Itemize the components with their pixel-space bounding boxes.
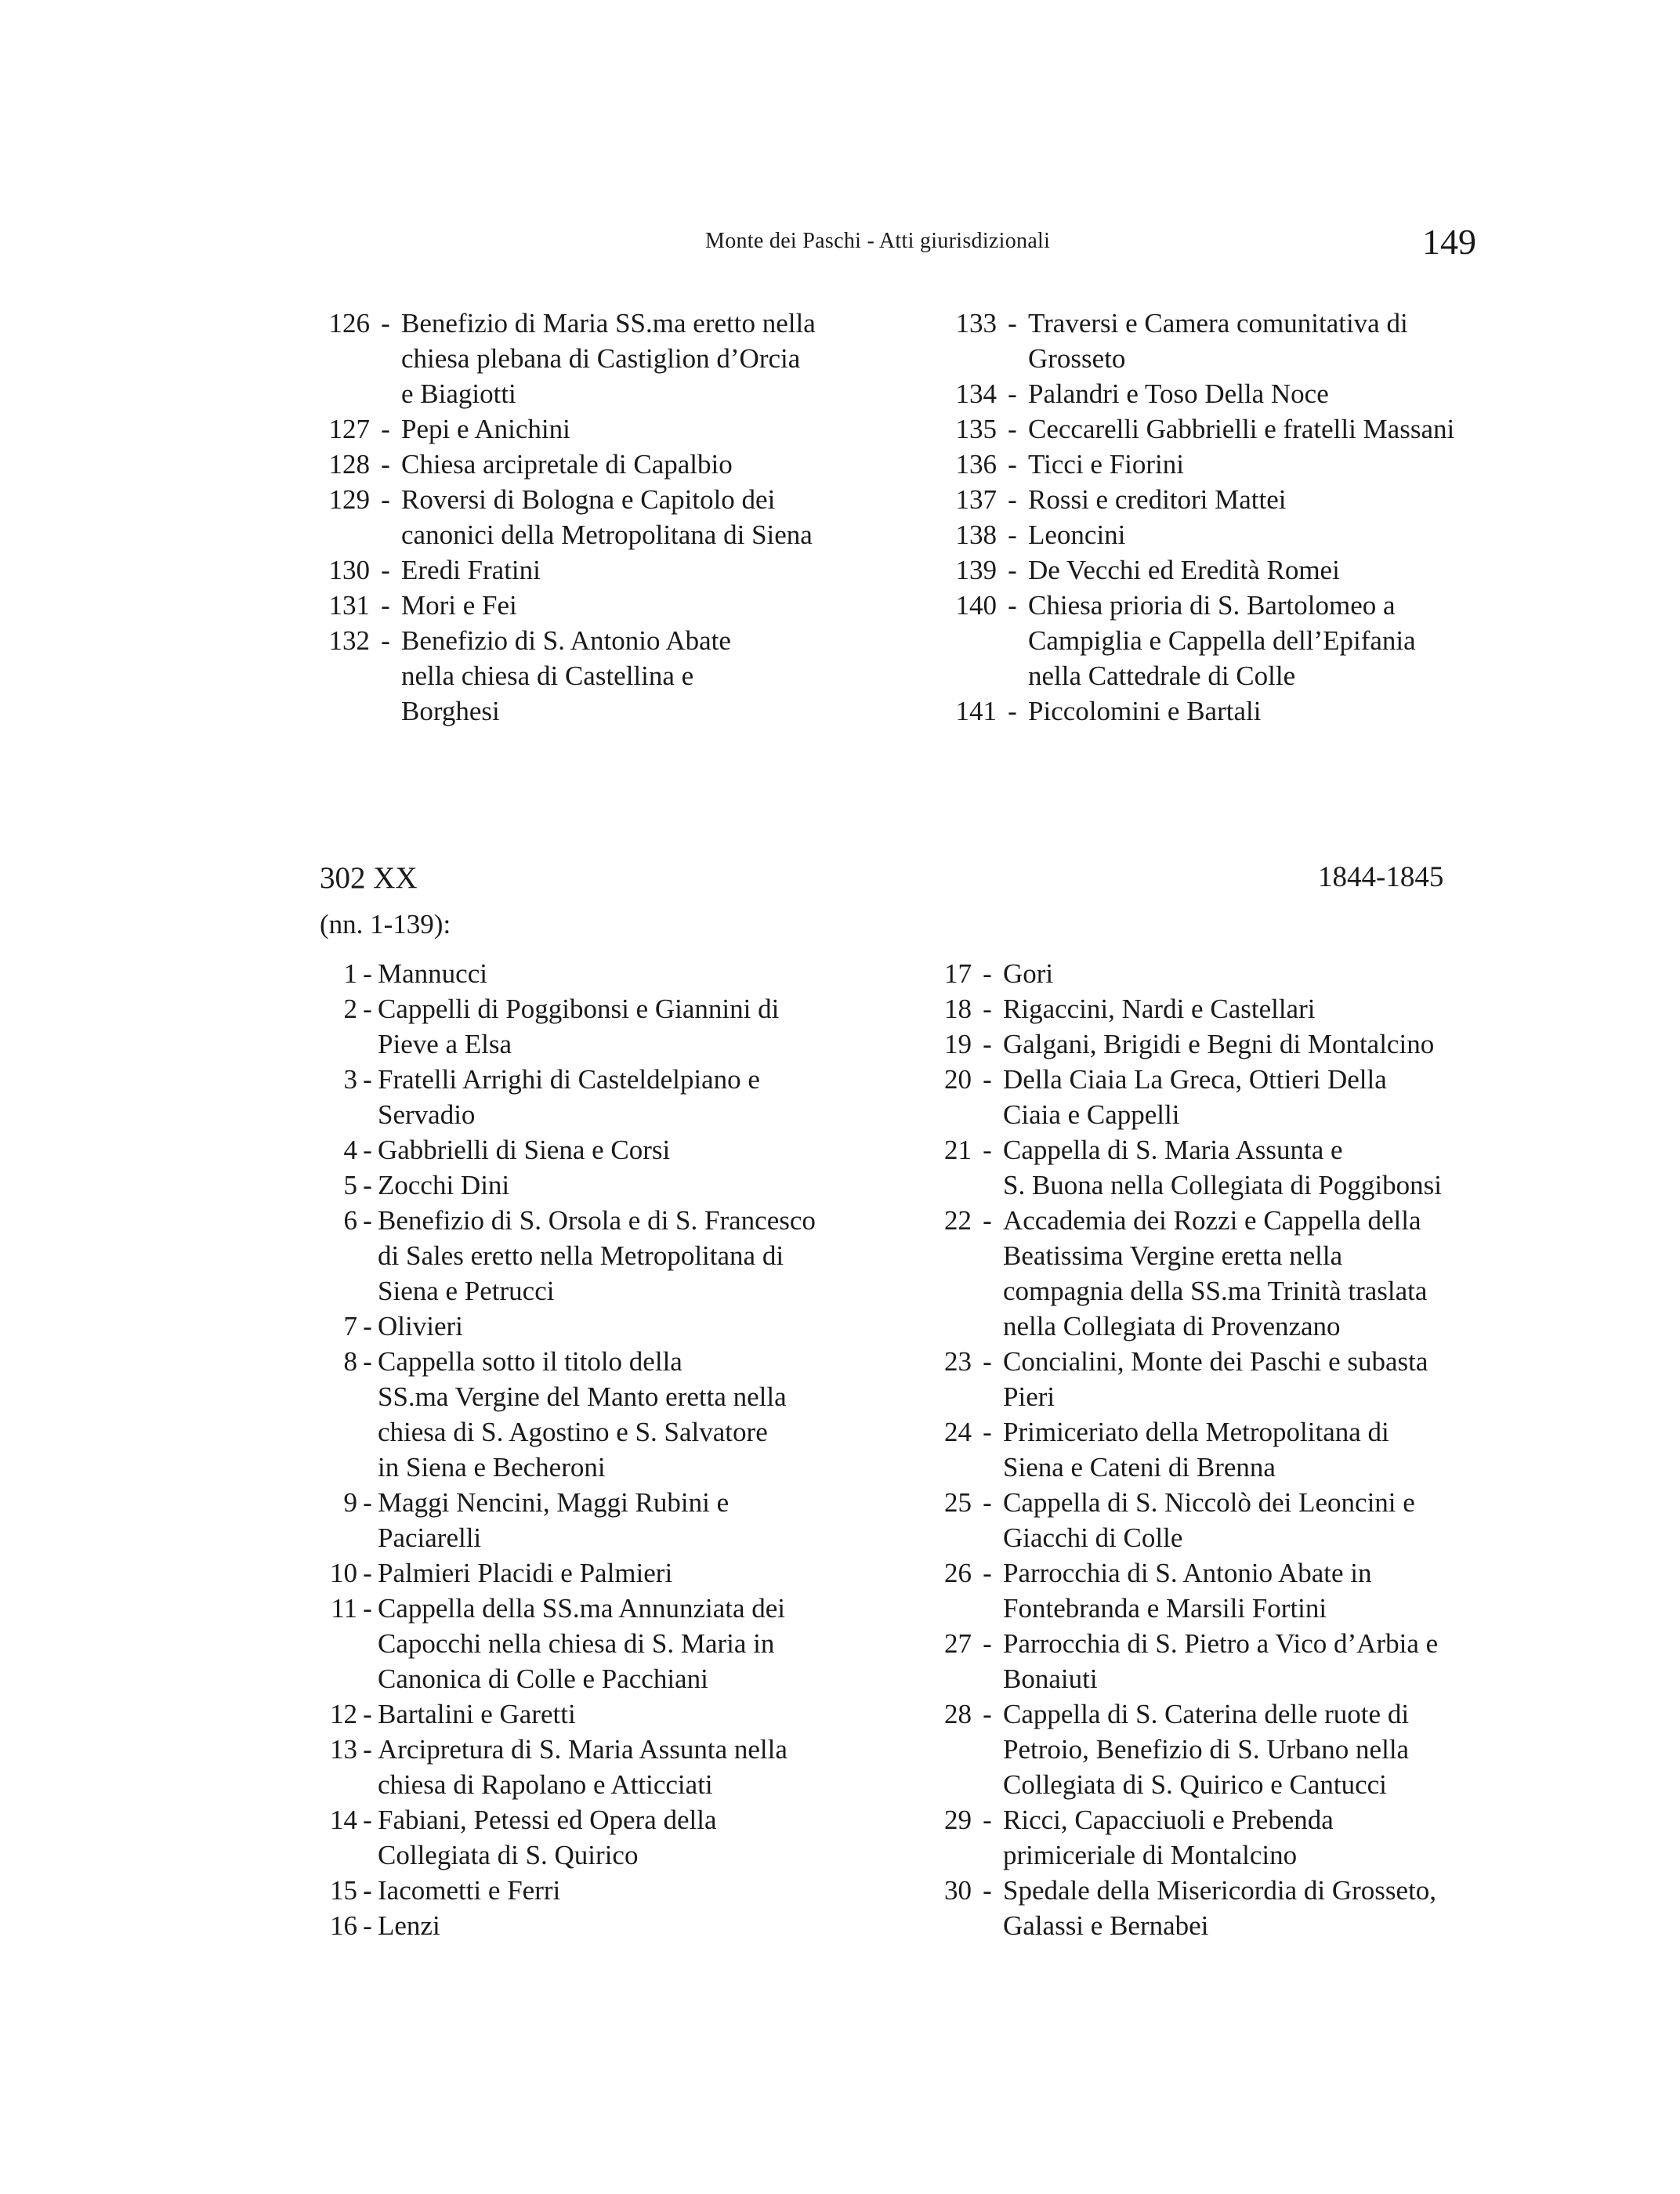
unit-range: (nn. 1-139): — [320, 909, 451, 940]
entry-separator: - — [983, 1628, 992, 1659]
entry-number: 29 — [944, 1805, 972, 1835]
entry-separator: - — [983, 1875, 992, 1906]
entry-line: Accademia dei Rozzi e Cappella della — [1003, 1205, 1421, 1236]
entry-text — [1003, 1696, 1520, 1802]
entry-line: Borghesi — [401, 696, 500, 726]
entry-text — [1028, 588, 1520, 693]
entry-text — [1003, 1802, 1520, 1873]
entry-number: 1 — [343, 958, 357, 989]
entry-line: Fontebranda e Marsili Fortini — [1003, 1593, 1327, 1624]
entry-separator: - — [983, 994, 992, 1024]
entry-number: 131 — [328, 590, 370, 621]
entry-text — [1003, 956, 1520, 991]
entry-line: Cappella della SS.ma Annunziata dei — [378, 1593, 786, 1624]
entry-separator: - — [381, 308, 390, 339]
running-title: Monte dei Paschi - Atti giurisdizionali — [705, 229, 1051, 253]
entry-line: Concialini, Monte dei Paschi e subasta — [1003, 1346, 1428, 1377]
entry-line: Cappella di S. Caterina delle ruote di — [1003, 1699, 1410, 1729]
entry-number: 128 — [328, 449, 370, 480]
entry-number: 141 — [955, 696, 997, 726]
entry-separator: - — [363, 1487, 372, 1518]
list-item — [321, 1062, 885, 1132]
entry-number: 15 — [330, 1875, 357, 1906]
list-item — [321, 1344, 885, 1485]
entry-text — [378, 1062, 885, 1132]
list-item — [940, 1203, 1520, 1344]
list-item — [313, 588, 878, 623]
entry-text — [1003, 1062, 1520, 1132]
entry-number: 5 — [343, 1170, 357, 1200]
entry-separator: - — [1008, 520, 1017, 550]
entry-number: 127 — [328, 414, 370, 444]
list-item — [940, 588, 1520, 693]
list-item — [321, 1591, 885, 1696]
entry-line: Campiglia e Cappella dell’Epifania — [1028, 625, 1416, 656]
entry-line: Parrocchia di S. Pietro a Vico d’Arbia e — [1003, 1628, 1439, 1659]
entry-separator: - — [1008, 449, 1017, 480]
entry-line: Beatissima Vergine eretta nella — [1003, 1240, 1343, 1271]
entry-line: Siena e Cateni di Brenna — [1003, 1452, 1276, 1483]
entry-number: 126 — [328, 308, 370, 339]
list-item — [940, 693, 1520, 729]
entry-line: Benefizio di Maria SS.ma eretto nella — [401, 308, 816, 339]
entry-line: Gabbrielli di Siena e Corsi — [378, 1135, 671, 1165]
list-item — [313, 447, 878, 482]
entry-number: 12 — [330, 1699, 357, 1729]
list-item — [940, 1626, 1520, 1696]
unit-dates: 1844-1845 — [1318, 861, 1444, 893]
entry-text — [1003, 1626, 1520, 1696]
entry-text — [1028, 447, 1520, 482]
entry-separator: - — [381, 414, 390, 444]
entry-separator: - — [363, 1593, 372, 1624]
entry-line: Canonica di Colle e Pacchiani — [378, 1664, 708, 1694]
entry-line: SS.ma Vergine del Manto eretta nella — [378, 1381, 787, 1412]
entry-number: 10 — [330, 1558, 357, 1588]
list-item — [321, 1696, 885, 1732]
entry-separator: - — [363, 1910, 372, 1941]
entry-separator: - — [363, 958, 372, 989]
entry-text — [378, 1555, 885, 1591]
entry-separator: - — [983, 958, 992, 989]
entry-line: Ciaia e Cappelli — [1003, 1099, 1180, 1130]
entry-line: Cappella sotto il titolo della — [378, 1346, 682, 1377]
entry-line: in Siena e Becheroni — [378, 1452, 606, 1483]
page-number: 149 — [1422, 222, 1476, 262]
entry-text — [1028, 306, 1520, 376]
entry-line: Palandri e Toso Della Noce — [1028, 378, 1329, 409]
entry-number: 7 — [343, 1311, 357, 1341]
entry-line: Bonaiuti — [1003, 1664, 1098, 1694]
entry-text — [1003, 1414, 1520, 1485]
entry-number: 26 — [944, 1558, 972, 1588]
entry-number: 138 — [955, 520, 997, 550]
list-item — [940, 1802, 1520, 1873]
entry-separator: - — [1008, 484, 1017, 515]
entry-line: Eredi Fratini — [401, 555, 541, 585]
entry-line: Fratelli Arrighi di Casteldelpiano e — [378, 1064, 760, 1095]
entry-line: canonici della Metropolitana di Siena — [401, 520, 813, 550]
entry-text — [1003, 1555, 1520, 1626]
list-item — [321, 1168, 885, 1203]
entry-number: 8 — [343, 1346, 357, 1377]
list-item — [321, 956, 885, 991]
entry-separator: - — [363, 1064, 372, 1095]
entry-line: Primiceriato della Metropolitana di — [1003, 1417, 1389, 1447]
entry-number: 137 — [955, 484, 997, 515]
entry-separator: - — [363, 1734, 372, 1765]
entry-text — [1003, 1485, 1520, 1555]
entry-number: 6 — [343, 1205, 357, 1236]
entry-line: Mori e Fei — [401, 590, 517, 621]
bottom-left-column — [321, 956, 885, 1943]
entry-line: Zocchi Dini — [378, 1170, 510, 1200]
list-item — [321, 1555, 885, 1591]
entry-text — [401, 447, 878, 482]
entry-text — [1003, 1344, 1520, 1414]
list-item — [321, 1802, 885, 1873]
entry-line: di Sales eretto nella Metropolitana di — [378, 1240, 784, 1271]
entry-text — [378, 1203, 885, 1309]
entry-line: Servadio — [378, 1099, 476, 1130]
entry-line: Collegiata di S. Quirico — [378, 1840, 639, 1870]
entry-separator: - — [983, 1064, 992, 1095]
entry-separator: - — [983, 1346, 992, 1377]
entry-number: 133 — [955, 308, 997, 339]
entry-number: 136 — [955, 449, 997, 480]
entry-separator: - — [983, 1487, 992, 1518]
list-item — [940, 482, 1520, 517]
entry-separator: - — [363, 1135, 372, 1165]
entry-line: Rossi e creditori Mattei — [1028, 484, 1287, 515]
list-item — [940, 1414, 1520, 1485]
list-item — [313, 482, 878, 552]
list-item — [940, 306, 1520, 376]
entry-number: 21 — [944, 1135, 972, 1165]
entry-number: 25 — [944, 1487, 972, 1518]
entry-line: Roversi di Bologna e Capitolo dei — [401, 484, 776, 515]
entry-line: Galgani, Brigidi e Begni di Montalcino — [1003, 1029, 1435, 1059]
entry-number: 140 — [955, 590, 997, 621]
entry-text — [378, 991, 885, 1062]
entry-line: Cappella di S. Maria Assunta e — [1003, 1135, 1343, 1165]
entry-separator: - — [381, 484, 390, 515]
entry-line: Iacometti e Ferri — [378, 1875, 561, 1906]
top-left-column — [313, 306, 878, 729]
entry-number: 130 — [328, 555, 370, 585]
entry-number: 13 — [330, 1734, 357, 1765]
entry-separator: - — [983, 1135, 992, 1165]
entry-line: Pepi e Anichini — [401, 414, 570, 444]
entry-number: 18 — [944, 994, 972, 1024]
list-item — [321, 1873, 885, 1908]
entry-separator: - — [1008, 696, 1017, 726]
entry-text — [1003, 1132, 1520, 1203]
entry-line: Chiesa arcipretale di Capalbio — [401, 449, 733, 480]
entry-separator: - — [983, 1699, 992, 1729]
entry-line: Benefizio di S. Antonio Abate — [401, 625, 731, 656]
entry-line: Olivieri — [378, 1311, 463, 1341]
entry-number: 139 — [955, 555, 997, 585]
entry-separator: - — [363, 1205, 372, 1236]
entry-separator: - — [1008, 414, 1017, 444]
entry-separator: - — [381, 449, 390, 480]
entry-number: 3 — [343, 1064, 357, 1095]
entry-line: Grosseto — [1028, 343, 1126, 374]
entry-text — [378, 1732, 885, 1802]
entry-line: chiesa plebana di Castiglion d’Orcia — [401, 343, 801, 374]
entry-line: Ceccarelli Gabbrielli e fratelli Massani — [1028, 414, 1455, 444]
entry-line: Leoncini — [1028, 520, 1126, 550]
list-item — [321, 1485, 885, 1555]
entry-separator: - — [381, 555, 390, 585]
list-item — [940, 1344, 1520, 1414]
entry-line: nella Cattedrale di Colle — [1028, 661, 1296, 691]
entry-text — [1028, 693, 1520, 729]
entry-text — [378, 1873, 885, 1908]
entry-line: Lenzi — [378, 1910, 440, 1941]
entry-line: nella Collegiata di Provenzano — [1003, 1311, 1341, 1341]
entry-number: 17 — [944, 958, 972, 989]
entry-line: chiesa di S. Agostino e S. Salvatore — [378, 1417, 768, 1447]
entry-line: Paciarelli — [378, 1522, 482, 1553]
entry-line: Bartalini e Garetti — [378, 1699, 576, 1729]
entry-text — [1003, 991, 1520, 1026]
entry-text — [401, 552, 878, 588]
entry-number: 16 — [330, 1910, 357, 1941]
entry-number: 24 — [944, 1417, 972, 1447]
list-item — [940, 411, 1520, 447]
entry-number: 30 — [944, 1875, 972, 1906]
entry-line: Siena e Petrucci — [378, 1276, 555, 1306]
entry-number: 22 — [944, 1205, 972, 1236]
entry-line: Maggi Nencini, Maggi Rubini e — [378, 1487, 730, 1518]
entry-separator: - — [363, 1805, 372, 1835]
entry-line: Pieve a Elsa — [378, 1029, 512, 1059]
entry-number: 28 — [944, 1699, 972, 1729]
entry-text — [1028, 482, 1520, 517]
list-item — [940, 956, 1520, 991]
list-item — [940, 1062, 1520, 1132]
list-item — [313, 411, 878, 447]
unit-title: 302 XX — [320, 861, 418, 895]
entry-line: Arcipretura di S. Maria Assunta nella — [378, 1734, 788, 1765]
list-item — [321, 1908, 885, 1943]
entry-line: Ticci e Fiorini — [1028, 449, 1184, 480]
list-item — [940, 1873, 1520, 1943]
list-item — [940, 991, 1520, 1026]
entry-line: compagnia della SS.ma Trinità traslata — [1003, 1276, 1428, 1306]
list-item — [940, 376, 1520, 411]
entry-text — [378, 1485, 885, 1555]
entry-line: Cappelli di Poggibonsi e Giannini di — [378, 994, 780, 1024]
entry-text — [401, 623, 878, 729]
list-item — [940, 1485, 1520, 1555]
entry-separator: - — [1008, 590, 1017, 621]
list-item — [940, 552, 1520, 588]
entry-number: 14 — [330, 1805, 357, 1835]
entry-line: Parrocchia di S. Antonio Abate in — [1003, 1558, 1372, 1588]
entry-separator: - — [983, 1805, 992, 1835]
list-item — [940, 517, 1520, 552]
list-item — [321, 991, 885, 1062]
entry-line: nella chiesa di Castellina e — [401, 661, 694, 691]
entry-separator: - — [363, 1311, 372, 1341]
entry-separator: - — [983, 1205, 992, 1236]
entry-line: De Vecchi ed Eredità Romei — [1028, 555, 1340, 585]
entry-number: 11 — [331, 1593, 357, 1624]
list-item — [940, 1696, 1520, 1802]
entry-line: Traversi e Camera comunitativa di — [1028, 308, 1408, 339]
entry-separator: - — [983, 1417, 992, 1447]
entry-line: Petroio, Benefizio di S. Urbano nella — [1003, 1734, 1410, 1765]
entry-text — [378, 1344, 885, 1485]
entry-text — [401, 411, 878, 447]
entry-line: Fabiani, Petessi ed Opera della — [378, 1805, 717, 1835]
entry-text — [401, 306, 878, 411]
entry-text — [1003, 1203, 1520, 1344]
entry-separator: - — [363, 1346, 372, 1377]
entry-line: primiceriale di Montalcino — [1003, 1840, 1298, 1870]
list-item — [313, 552, 878, 588]
entry-line: Piccolomini e Bartali — [1028, 696, 1262, 726]
entry-line: Della Ciaia La Greca, Ottieri Della — [1003, 1064, 1387, 1095]
entry-separator: - — [1008, 308, 1017, 339]
entry-separator: - — [363, 1170, 372, 1200]
entry-text — [378, 1309, 885, 1344]
entry-separator: - — [363, 994, 372, 1024]
entry-line: Palmieri Placidi e Palmieri — [378, 1558, 673, 1588]
top-right-column — [940, 306, 1520, 729]
entry-line: Chiesa prioria di S. Bartolomeo a — [1028, 590, 1396, 621]
entry-number: 2 — [343, 994, 357, 1024]
entry-line: Ricci, Capacciuoli e Prebenda — [1003, 1805, 1334, 1835]
entry-number: 23 — [944, 1346, 972, 1377]
entry-separator: - — [381, 590, 390, 621]
entry-separator: - — [363, 1558, 372, 1588]
entry-number: 134 — [955, 378, 997, 409]
entry-line: Benefizio di S. Orsola e di S. Francesco — [378, 1205, 816, 1236]
entry-text — [378, 956, 885, 991]
list-item — [313, 623, 878, 729]
entry-line: Giacchi di Colle — [1003, 1522, 1183, 1553]
bottom-right-column — [940, 956, 1520, 1943]
entry-line: Pieri — [1003, 1381, 1055, 1412]
entry-separator: - — [363, 1699, 372, 1729]
list-item — [321, 1309, 885, 1344]
entry-text — [1028, 376, 1520, 411]
entry-number: 27 — [944, 1628, 972, 1659]
entry-text — [1003, 1873, 1520, 1943]
entry-line: Spedale della Misericordia di Grosseto, — [1003, 1875, 1437, 1906]
list-item — [940, 1132, 1520, 1203]
entry-text — [378, 1132, 885, 1168]
entry-number: 129 — [328, 484, 370, 515]
entry-separator: - — [363, 1875, 372, 1906]
entry-number: 4 — [343, 1135, 357, 1165]
entry-line: Gori — [1003, 958, 1054, 989]
list-item — [940, 1026, 1520, 1062]
entry-text — [378, 1591, 885, 1696]
entry-line: Capocchi nella chiesa di S. Maria in — [378, 1628, 775, 1659]
entry-separator: - — [983, 1029, 992, 1059]
entry-line: Cappella di S. Niccolò dei Leoncini e — [1003, 1487, 1415, 1518]
list-item — [321, 1132, 885, 1168]
entry-text — [401, 482, 878, 552]
entry-line: S. Buona nella Collegiata di Poggibonsi — [1003, 1170, 1442, 1200]
entry-text — [401, 588, 878, 623]
entry-line: Collegiata di S. Quirico e Cantucci — [1003, 1769, 1387, 1800]
entry-number: 19 — [944, 1029, 972, 1059]
entry-number: 135 — [955, 414, 997, 444]
entry-separator: - — [381, 625, 390, 656]
entry-separator: - — [1008, 555, 1017, 585]
entry-text — [1028, 517, 1520, 552]
entry-number: 20 — [944, 1064, 972, 1095]
entry-text — [1028, 411, 1520, 447]
entry-line: Rigaccini, Nardi e Castellari — [1003, 994, 1316, 1024]
entry-line: chiesa di Rapolano e Atticciati — [378, 1769, 713, 1800]
entry-line: Mannucci — [378, 958, 487, 989]
entry-text — [378, 1696, 885, 1732]
entry-text — [378, 1168, 885, 1203]
entry-number: 132 — [328, 625, 370, 656]
entry-separator: - — [1008, 378, 1017, 409]
list-item — [940, 1555, 1520, 1626]
entry-separator: - — [983, 1558, 992, 1588]
entry-text — [1028, 552, 1520, 588]
list-item — [313, 306, 878, 411]
list-item — [321, 1732, 885, 1802]
list-item — [940, 447, 1520, 482]
entry-text — [378, 1802, 885, 1873]
entry-line: Galassi e Bernabei — [1003, 1910, 1209, 1941]
entry-text — [378, 1908, 885, 1943]
list-item — [321, 1203, 885, 1309]
entry-text — [1003, 1026, 1520, 1062]
entry-number: 9 — [343, 1487, 357, 1518]
entry-line: e Biagiotti — [401, 378, 516, 409]
